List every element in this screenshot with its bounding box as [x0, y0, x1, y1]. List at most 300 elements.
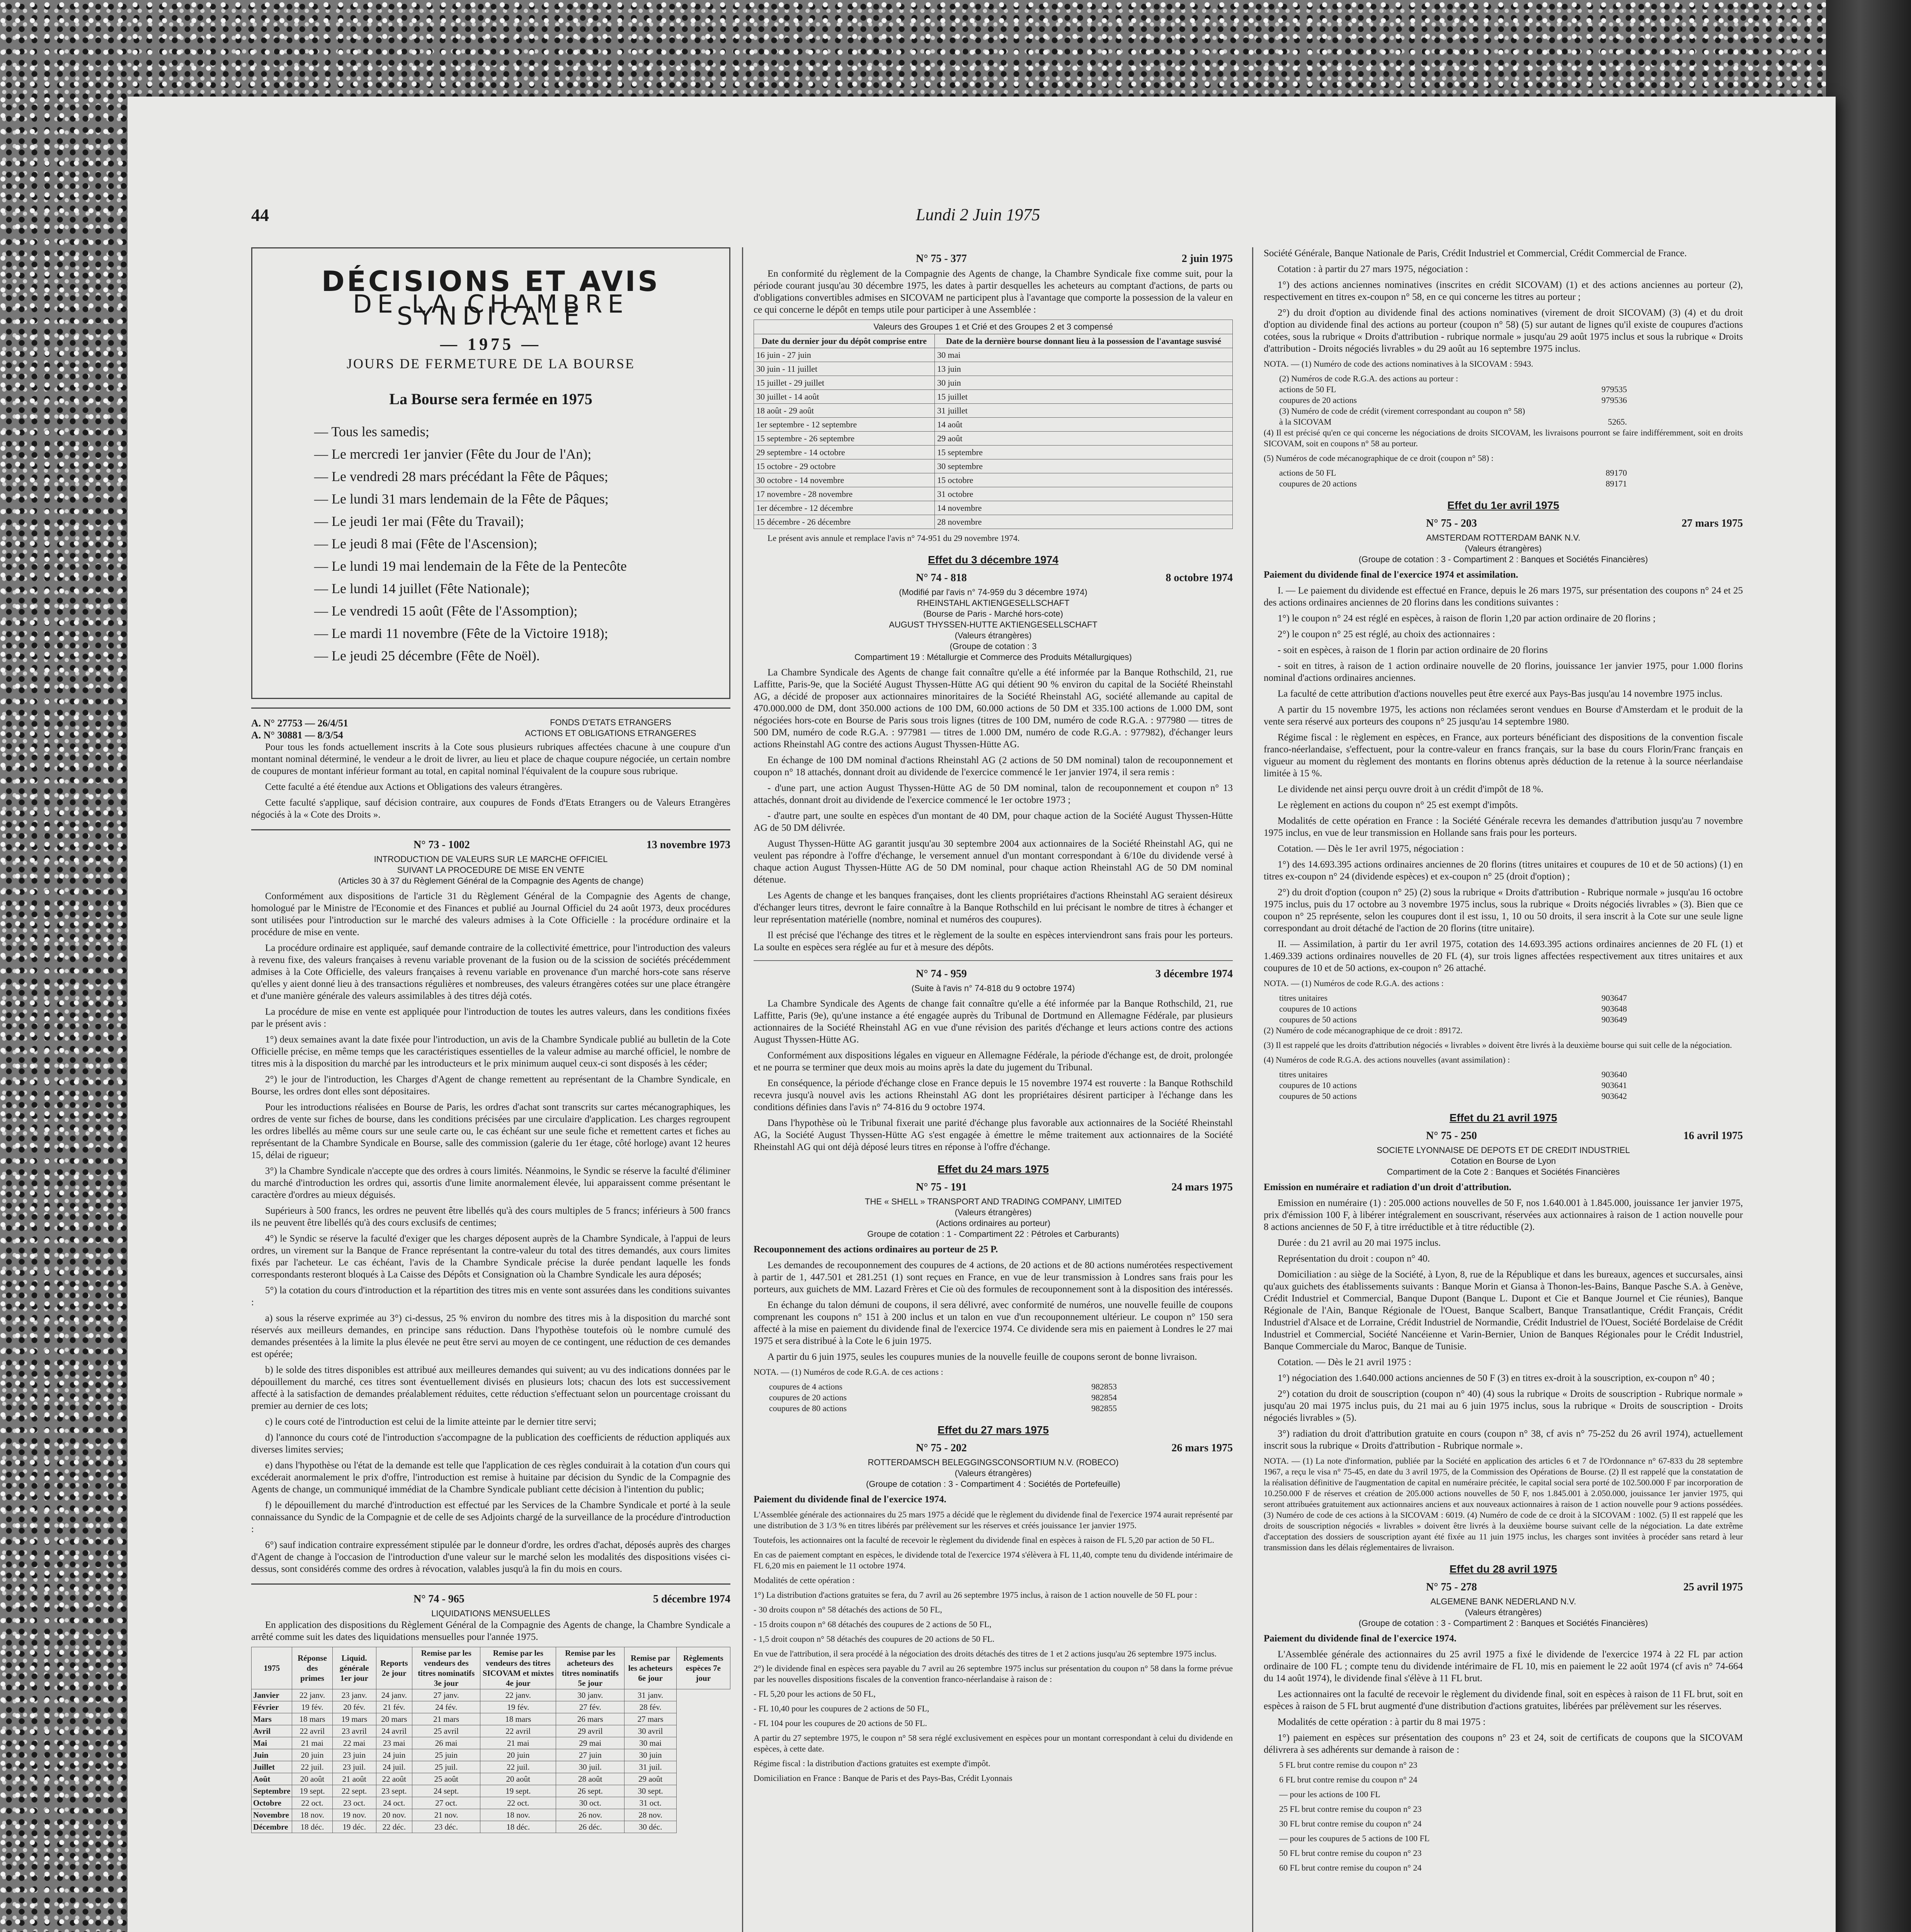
table-cell: Juillet — [252, 1761, 292, 1773]
table-cell: 26 mai — [412, 1737, 480, 1749]
table-cell: 22 sept. — [332, 1785, 376, 1797]
notice-subtitle: (Actions ordinaires au porteur) — [936, 1218, 1050, 1228]
table-header-row — [754, 334, 1233, 348]
table-cell: 18 août - 29 août — [754, 404, 935, 418]
paragraph: 5°) la cotation du cours d'introduction et la répartition des titres mis en vente sont assurées dans les conditions suivantes : — [251, 1285, 730, 1308]
paragraph: 25 FL brut contre remise du coupon n° 23 — [1279, 1804, 1422, 1814]
holiday-item: — Le mardi 11 novembre (Fête de la Victoire 1918); — [314, 622, 722, 645]
section-subtitle: DE LA CHAMBRE SYNDICALE — [353, 290, 629, 331]
table-cell: 27 fév. — [556, 1701, 625, 1713]
table-row — [754, 418, 1233, 432]
table-header: Remise par les acheteurs des titres nominatifs 5e jour — [556, 1647, 625, 1689]
code-label: coupures de 80 actions — [769, 1403, 847, 1413]
table-cell: 27 juin — [556, 1749, 625, 1761]
table-row — [252, 1713, 730, 1725]
effective-date-heading: Effet du 1er avril 1975 — [1447, 499, 1559, 511]
table-cell: 30 sept. — [625, 1785, 676, 1797]
page-number: 44 — [251, 205, 269, 225]
table-cell: 18 déc. — [480, 1821, 556, 1833]
paragraph: La faculté de cette attribution d'actions nouvelles peut être exercé aux Pays-Bas jusqu'au 14 novembre 1975 inclus. — [1278, 689, 1723, 699]
notice-subtitle: Compartiment de la Cote 2 : Banques et Sociétés Financières — [1387, 1167, 1620, 1177]
fonds-subtitle: ACTIONS ET OBLIGATIONS ETRANGERES — [525, 728, 696, 738]
table-row — [754, 515, 1233, 529]
nota: NOTA. — (1) La note d'information, publiée par la Société en application des articles 6 et 7 de l'Ordonnance n° 67-833 du 28 septembre 1967, a reçu le visa n° 75-45, en date du 3 avril 1975, de la Commission des Opérations de Bourse. (2) Il est rappelé que la constatation de la réalisation définitive de l'augmentation de capital en numéraire précitée, le capital social sera porté de 102.500.000 F par incorporation de 10.250.000 F de réserves et création de 205.000 actions nouvelles de 50 F, nos 1.845.001 à 2.050.000, jouissance 1er janvier 1975, qui seront attribuées gratuitement aux actionnaires anciens et aux nouveaux actionnaires à raison de 1 action nouvelle pour 9 actions possédées. (3) Numéro de code de ces actions à la SICOVAM : 6019. (4) Numéro de code de ce droit à la SICOVAM : 1002. (5) Il est rappelé que les droits de souscription négociés « livrables » doivent être livrés à la deuxième bourse suivant celle de la négociation. La date extrême d'acceptation des dossiers de souscription ayant été fixée au 11 juin 1975 inclus, les charges sont invitées à procéder sans retard à leur transmission dans les délais réglementaires de livraison. — [1264, 1456, 1743, 1552]
paragraph: A partir du 6 juin 1975, seules les coupures munies de la nouvelle feuille de coupons seront de bonne livraison. — [767, 1352, 1197, 1362]
notice-subtitle: (Suite à l'avis n° 74-818 du 9 octobre 1974) — [911, 983, 1075, 993]
table-cell: 20 mars — [376, 1713, 412, 1725]
code-value: 982854 — [1091, 1393, 1117, 1402]
notice-number: N° 74 - 959 — [916, 968, 967, 980]
holiday-item: — Le vendredi 28 mars précédant la Fête de Pâques; — [314, 465, 722, 488]
table-cell: 30 janv. — [556, 1689, 625, 1701]
code-row — [1279, 406, 1627, 417]
table-cell: 25 août — [412, 1773, 480, 1785]
nota: (3) Il est rappelé que les droits d'attribution négociés « livrables » doivent être livrés à la deuxième bourse qui suit celle de la négociation. — [1264, 1040, 1732, 1050]
code-label: à la SICOVAM — [1279, 417, 1332, 427]
decisions-box — [251, 247, 730, 699]
table-cell: 15 juillet — [934, 390, 1232, 404]
notice-header — [251, 1593, 730, 1605]
code-value: 903640 — [1601, 1070, 1627, 1079]
column-3 — [1264, 247, 1743, 1932]
code-row — [1279, 1014, 1627, 1025]
table-cell: 19 fév. — [292, 1701, 332, 1713]
paragraph: En cas de paiement comptant en espèces, le dividende total de l'exercice 1974 s'élèvera à FL 11,40, compte tenu du dividende intérimaire de FL 6,20 mis en paiement le 11 octobre 1974. — [754, 1550, 1233, 1570]
table-cell: Mai — [252, 1737, 292, 1749]
notice-subtitle: (Groupe de cotation : 3 - Compartiment 2 : Banques et Sociétés Financières) — [1358, 554, 1648, 564]
issue-date: Lundi 2 Juin 1975 — [916, 205, 1040, 224]
avis-refs — [251, 717, 348, 741]
paragraph: Cotation. — Dès le 1er avril 1975, négociation : — [1278, 844, 1464, 854]
code-label: coupures de 20 actions — [769, 1393, 847, 1402]
code-label: (3) Numéro de code de crédit (virement correspondant au coupon n° 58) — [1279, 406, 1525, 416]
code-row — [1279, 384, 1627, 395]
notice-subtitle: (Valeurs étrangères) — [955, 1468, 1032, 1478]
notice-subhead: Paiement du dividende final de l'exercice 1974. — [1264, 1633, 1457, 1644]
table-cell: 13 juin — [934, 362, 1232, 376]
paragraph: L'Assemblée générale des actionnaires du 25 mars 1975 a décidé que le règlement du dividende final de l'exercice 1974 aurait représenté par une distribution de 3 1/3 % en titres libérés par prélèvement sur les réserves et créés jouissance 1er janvier 1975. — [754, 1510, 1233, 1530]
paragraph: 2°) du droit d'option (coupon n° 25) (2) sous la rubrique « Droits d'attribution - Rubrique normale » jusqu'au 16 octobre 1975 inclus, puis du 17 octobre au 3 novembre 1975 inclus, sous la rubrique « Droits négociés livrables » (3). Bien que ce coupon n° 25 représente, selon les coupures dont il est issu, 1, 10 ou 50 droits, il sera inscrit à la Cote sur une seule ligne correspondant au droit détaché de l'action de 20 florins (titre unitaire). — [1264, 887, 1743, 934]
code-row — [769, 1403, 1117, 1414]
paragraph: d) l'annonce du cours coté de l'introduction s'accompagne de la publication des coefficients de réduction appliqués aux diverses limites servies; — [251, 1432, 730, 1455]
column-rule — [742, 247, 743, 1932]
code-value: 903642 — [1601, 1091, 1627, 1101]
paragraph: 3°) radiation du droit d'attribution gratuite en cours (coupon n° 38, cf avis n° 75-252 du 26 avril 1974), actuellement inscrit sous la rubrique « Droits d'attribution - Rubrique normale ». — [1264, 1429, 1743, 1451]
notice-subhead: Recouponnement des actions ordinaires au porteur de 25 P. — [754, 1244, 998, 1255]
notice-date: 13 novembre 1973 — [646, 839, 730, 851]
code-label: titres unitaires — [1279, 1070, 1328, 1079]
paragraph: Modalités de cette opération : — [754, 1575, 855, 1585]
paragraph: - 1,5 droit coupon n° 58 détachés des coupures de 20 actions de 50 FL. — [754, 1634, 995, 1644]
paragraph: Il est précisé que l'échange des titres et le règlement de la soulte en espèces interviendront sans frais pour les porteurs. La soulte en espèces sera réglée au fur et à mesure des dépôts. — [754, 930, 1233, 952]
table-row — [754, 404, 1233, 418]
table-cell: Septembre — [252, 1785, 292, 1797]
table-cell: 25 juin — [412, 1749, 480, 1761]
notice-subtitle: (Groupe de cotation : 3 — [950, 641, 1037, 651]
table-row — [754, 390, 1233, 404]
table-cell: 18 mars — [292, 1713, 332, 1725]
table-cell: 31 janv. — [625, 1689, 676, 1701]
code-label: (2) Numéros de code R.G.A. des actions au porteur : — [1279, 374, 1458, 383]
paragraph: En application des dispositions du Règlement Général de la Compagnie des Agents de change, la Chambre Syndicale a arrêté comme suit les dates des liquidations mensuelles pour l'année 1975. — [251, 1620, 730, 1642]
nota: (4) Numéros de code R.G.A. des actions nouvelles (avant assimilation) : — [1264, 1055, 1510, 1065]
code-row — [1279, 468, 1627, 478]
paragraph: Régime fiscal : le règlement en espèces, en France, aux porteurs bénéficiant des dispositions de la convention fiscale franco-néerlandaise, s'effectuent, pour la contre-valeur en francs français, sur la base du cours Florin/Franc français en vigueur au moment du règlement des montants en florins obtenus après déduction de la retenue à la source néerlandaise limitée à 15 %. — [1264, 732, 1743, 779]
table-header: Réponse des primes — [292, 1647, 332, 1689]
notice-subtitle: (Groupe de cotation : 3 - Compartiment 2 : Banques et Sociétés Financières) — [1358, 1618, 1648, 1628]
table-cell: 23 mai — [376, 1737, 412, 1749]
paragraph: 1°) des actions anciennes nominatives (inscrites en crédit SICOVAM) (1) et des actions anciennes au porteur (2), respectivement en titres ex-coupon n° 58, en ce qui concerne les titres au porteur ; — [1264, 280, 1743, 302]
paragraph: 60 FL brut contre remise du coupon n° 24 — [1279, 1863, 1422, 1872]
paragraph: L'Assemblée générale des actionnaires du 25 avril 1975 a fixé le dividende de l'exercice 1974 à 22 FL par action ordinaire de 100 FL ; compte tenu du dividende intérimaire de FL 10, mis en paiement le 22 août 1974 (cf avis n° 74-664 du 14 août 1974), le dividende final s'élève à 11 FL brut. — [1264, 1649, 1743, 1684]
liquidation-table — [251, 1647, 730, 1833]
table-header: Date du dernier jour du dépôt comprise entre — [754, 334, 935, 348]
closed-intro: La Bourse sera fermée en 1975 — [389, 390, 592, 408]
effective-date-heading: Effet du 27 mars 1975 — [938, 1424, 1049, 1436]
table-row — [252, 1761, 730, 1773]
notice-subhead: Emission en numéraire et radiation d'un droit d'attribution. — [1264, 1182, 1511, 1192]
paragraph: Le dividende net ainsi perçu ouvre droit à un crédit d'impôt de 18 %. — [1278, 784, 1543, 794]
company-name: AUGUST THYSSEN-HUTTE AKTIENGESELLSCHAFT — [889, 620, 1098, 629]
table-cell: 20 août — [480, 1773, 556, 1785]
code-label: coupures de 20 actions — [1279, 479, 1357, 488]
paragraph: 1°) le coupon n° 24 est réglé en espèces, à raison de florin 1,20 par action ordinaire de 20 florins ; — [1278, 613, 1656, 624]
company-name: AMSTERDAM ROTTERDAM BANK N.V. — [1426, 533, 1581, 543]
paragraph: 1°) paiement en espèces sur présentation des coupons n° 23 et 24, soit de certificats de coupons que la SICOVAM délivrera à ses adhérents sur demande à raison de : — [1264, 1733, 1743, 1755]
paragraph: Régime fiscal : la distribution d'actions gratuites est exempte d'impôt. — [754, 1759, 990, 1768]
holiday-list — [314, 420, 722, 667]
table-cell: 31 octobre — [934, 487, 1232, 501]
table-cell: 22 avril — [480, 1725, 556, 1737]
nota: NOTA. — (1) Numéros de code R.G.A. des actions : — [1264, 978, 1444, 988]
table-cell: 29 avril — [556, 1725, 625, 1737]
table-cell: 19 sept. — [480, 1785, 556, 1797]
notice-number: N° 75 - 191 — [916, 1181, 967, 1193]
table-cell: 23 juin — [332, 1749, 376, 1761]
notice-number: N° 75 - 203 — [1426, 517, 1477, 529]
paragraph: En échange du talon démuni de coupons, il sera délivré, avec conformité de numéros, une nouvelle feuille de coupons comprenant les coupons n° 151 à 200 inclus et un talon en vue d'un recouponnement ultérieur. Le coupon n° 150 sera affecté à la mise en paiement du dividende final de l'exercice 1974. Ce dividende sera mis en paiement à Londres le 27 mai 1975 et sera distribué à la Cote le 6 juin 1975. — [754, 1300, 1233, 1346]
notice-subtitle: (Modifié par l'avis n° 74-959 du 3 décembre 1974) — [899, 587, 1087, 597]
table-cell: 27 mars — [625, 1713, 676, 1725]
table-cell: 30 déc. — [625, 1821, 676, 1833]
paragraph: 4°) le Syndic se réserve la faculté d'exiger que les charges déposent auprès de la Chambre Syndicale, à l'appui de leurs ordres, un virement sur la Banque de France représentant la contre-valeur du total des titres demandés, aux cours limites fixés par l'acheteur. Le cas échéant, l'avis de la Chambre Syndicale précise la durée pendant laquelle les fonds correspondants resteront bloqués à La Caisse des Dépôts et Consignation où la Chambre Syndicale les aura déposés; — [251, 1233, 730, 1280]
paragraph: - FL 104 pour les coupures de 20 actions de 50 FL. — [754, 1718, 927, 1728]
table-cell: 18 déc. — [292, 1821, 332, 1833]
code-value: 5265. — [1608, 417, 1627, 427]
code-value: 903641 — [1601, 1080, 1627, 1090]
paragraph: La Chambre Syndicale des Agents de change fait connaître qu'elle a été informée par la Banque Rothschild, 21, rue Laffitte, Paris-9e, que la Société August Thyssen-Hütte AG qui détient 90 % environ du capital de la Société Rheinstahl AG, a décidé de proposer aux actionnaires minoritaires de la Société Rheinstahl AG, société allemande au capital de 470.000.000 de DM, dont 350.000 actions de 100 DM, 60.000 actions de 50 DM et 335.100 actions de 1.000 DM, sont négociées hors-cote en Bourse de Paris sous trois lignes (titres de 100 DM, numéro de code R.G.A. : 977980 — titres de 500 DM, numéro de code R.G.A. : 977981 — titres de 1.000 DM, numéro de code R.G.A. : 977982), d'échanger leurs actions Rheinstahl AG contre des actions August Thyssen-Hütte AG. — [754, 667, 1233, 750]
holiday-item: — Le jeudi 25 décembre (Fête de Noël). — [314, 645, 722, 667]
notice-title: LIQUIDATIONS MENSUELLES — [431, 1609, 550, 1618]
paragraph: 2°) le jour de l'introduction, les Charges d'Agent de change remettent au représentant de la Chambre Syndicale, en Bourse, les ordres dont elles sont dépositaires. — [251, 1074, 730, 1097]
table-row — [252, 1821, 730, 1833]
table-cell: 31 juillet — [934, 404, 1232, 418]
table-cell: 22 juil. — [292, 1761, 332, 1773]
holiday-item: — Le lundi 19 mai lendemain de la Fête de la Pentecôte — [314, 555, 722, 577]
table-cell: 21 mai — [292, 1737, 332, 1749]
paragraph: II. — Assimilation, à partir du 1er avril 1975, cotation des 14.693.395 actions ordinaires anciennes de 20 FL (1) et 1.469.339 actions ordinaires nouvelles de 20 FL (4), sur trois lignes affectées respectivement aux titres unitaires et aux coupures de 10 et de 50 actions, ex-coupon n° 26 attaché. — [1264, 939, 1743, 973]
code-label: coupures de 10 actions — [1279, 1080, 1357, 1090]
table-cell: Mars — [252, 1713, 292, 1725]
paragraph: Durée : du 21 avril au 20 mai 1975 inclus. — [1278, 1238, 1441, 1248]
paragraph: Supérieurs à 500 francs, les ordres ne peuvent être libellés qu'à des cours multiples de 5 francs; inférieurs à 500 francs ils ne peuvent être libellés qu'à des cours exclusifs de centimes; — [251, 1206, 730, 1228]
table-cell: Novembre — [252, 1809, 292, 1821]
table-cell: 22 août — [376, 1773, 412, 1785]
table-body — [754, 348, 1233, 529]
holiday-item: — Le lundi 31 mars lendemain de la Fête de Pâques; — [314, 488, 722, 510]
table-cell: 22 avril — [292, 1725, 332, 1737]
table-cell: 24 oct. — [376, 1797, 412, 1809]
paragraph: Cette faculté s'applique, sauf décision contraire, aux coupures de Fonds d'Etats Etrangers ou de Valeurs Etrangères négociés à la « Cote des Droits ». — [251, 798, 730, 820]
table-cell: Juin — [252, 1749, 292, 1761]
table-cell: 22 mai — [332, 1737, 376, 1749]
section-title: DÉCISIONS ET AVIS — [321, 265, 660, 298]
table-cell: 21 nov. — [412, 1809, 480, 1821]
table-cell: Octobre — [252, 1797, 292, 1809]
table-cell: 21 fév. — [376, 1701, 412, 1713]
table-cell: 14 août — [934, 418, 1232, 432]
table-cell: Août — [252, 1773, 292, 1785]
table-row — [754, 376, 1233, 390]
divider — [251, 829, 730, 830]
notice-subtitle: (Groupe de cotation : 3 - Compartiment 4 : Sociétés de Portefeuille) — [866, 1479, 1120, 1489]
table-cell: 16 juin - 27 juin — [754, 348, 935, 362]
table-cell: 18 nov. — [480, 1809, 556, 1821]
table-row — [252, 1725, 730, 1737]
table-cell: Janvier — [252, 1689, 292, 1701]
table-cell: 30 oct. — [556, 1797, 625, 1809]
notice-date: 26 mars 1975 — [1171, 1442, 1233, 1454]
table-cell: 21 mai — [480, 1737, 556, 1749]
notice-number: N° 75 - 202 — [916, 1442, 967, 1454]
notice-subtitle: (Valeurs étrangères) — [955, 1208, 1032, 1217]
paragraph: Pour tous les fonds actuellement inscrits à la Cote sous plusieurs rubriques affectées chacune à une coupure d'un montant nominal déterminé, le vendeur a le droit de livrer, au lieu et place de chaque coupure négociée, un certain nombre de coupures de montant inférieur formant au total, en capital nominal l'équivalent de la coupure sous rubrique. — [251, 742, 730, 776]
code-row — [769, 1381, 1117, 1392]
code-value: 89170 — [1606, 468, 1627, 478]
table-cell: 30 mai — [934, 348, 1232, 362]
paragraph: b) le solde des titres disponibles est attribué aux meilleures demandes qui suivent; au vu des indications données par le dépouillement du marché, ces titres sont éventuellement divisés en plusieurs lots; chacun des lots est successivement affecté à la satisfaction de demandes préalablement réduites, cette réduction s'effectuant selon un pourcentage croissant du premier au dernier de ces lots; — [251, 1365, 730, 1411]
effective-date-heading: Effet du 28 avril 1975 — [1449, 1563, 1557, 1575]
paragraph: Cotation. — Dès le 21 avril 1975 : — [1278, 1357, 1411, 1367]
holiday-item: — Le mercredi 1er janvier (Fête du Jour de l'An); — [314, 443, 722, 465]
fonds-title: FONDS D'ETATS ETRANGERS — [550, 718, 671, 727]
table-cell: 1er décembre - 12 décembre — [754, 501, 935, 515]
table-row — [252, 1785, 730, 1797]
notice-header — [1264, 517, 1743, 529]
table-row — [754, 473, 1233, 487]
notice-body — [754, 1259, 1233, 1363]
notice-subtitle: (Valeurs étrangères) — [1465, 544, 1542, 553]
paragraph: Cette faculté a été étendue aux Actions et Obligations des valeurs étrangères. — [265, 782, 563, 792]
code-row — [769, 1392, 1117, 1403]
effective-date-heading: Effet du 3 décembre 1974 — [928, 554, 1058, 566]
code-value: 982855 — [1091, 1403, 1117, 1413]
notice-body — [251, 890, 730, 1575]
holiday-item: — Le jeudi 8 mai (Fête de l'Ascension); — [314, 532, 722, 555]
notice-date: 16 avril 1975 — [1683, 1130, 1743, 1142]
table-cell: 30 septembre — [934, 459, 1232, 473]
code-list — [1279, 993, 1743, 1025]
paragraph: f) le dépouillement du marché d'introduction est effectué par les Services de la Chambre Syndicale et porté à la seule connaissance du Syndic de la Compagnie et de celle de ses Adjoints chargé de la surveillance de la procédure d'introduction : — [251, 1500, 730, 1534]
code-label: actions de 50 FL — [1279, 384, 1336, 394]
company-name: THE « SHELL » TRANSPORT AND TRADING COMPANY, LIMITED — [864, 1197, 1122, 1206]
table-cell: 28 nov. — [625, 1809, 676, 1821]
notice-subhead: Paiement du dividende final de l'exercice 1974. — [754, 1494, 946, 1505]
table-cell: 29 septembre - 14 octobre — [754, 446, 935, 459]
table-row — [252, 1689, 730, 1701]
table-body — [252, 1689, 730, 1833]
code-label: coupures de 50 actions — [1279, 1015, 1357, 1024]
notice-number: N° 74 - 965 — [414, 1593, 465, 1605]
code-label: actions de 50 FL — [1279, 468, 1336, 478]
paragraph: Représentation du droit : coupon n° 40. — [1278, 1253, 1430, 1264]
notice-date: 25 avril 1975 — [1683, 1581, 1743, 1593]
notice-date: 3 décembre 1974 — [1155, 968, 1233, 980]
table-cell: 17 novembre - 28 novembre — [754, 487, 935, 501]
notice-header — [754, 968, 1233, 980]
paragraph: A partir du 15 novembre 1975, les actions non réclamées seront vendues en Bourse d'Amsterdam et le produit de la vente sera réservé aux porteurs des coupons n° 25 jusqu'au 14 septembre 1980. — [1264, 704, 1743, 727]
table-row — [252, 1701, 730, 1713]
paragraph: 1°) négociation des 1.640.000 actions anciennes de 50 F (3) en titres ex-droit à la souscription, ex-coupon n° 40 ; — [1278, 1373, 1715, 1383]
table-cell: 30 octobre - 14 novembre — [754, 473, 935, 487]
paragraph: - soit en titres, à raison de 1 action ordinaire nouvelle de 20 florins, jouissance 1er janvier 1975, pour 1.000 florins nominal d'actions ordinaires anciennes. — [1264, 661, 1743, 683]
table-header: Remise par les vendeurs des titres nominatifs 3e jour — [412, 1647, 480, 1689]
table-cell: 31 oct. — [625, 1797, 676, 1809]
notice-subtitle: SUIVANT LA PROCEDURE DE MISE EN VENTE — [397, 865, 585, 875]
code-value: 89171 — [1606, 479, 1627, 488]
table-cell: 27 oct. — [412, 1797, 480, 1809]
paragraph: - soit en espèces, à raison de 1 florin par action ordinaire de 20 florins — [1278, 645, 1548, 655]
code-list — [769, 1381, 1233, 1414]
notice-header — [754, 1442, 1233, 1454]
paragraph: Société Générale, Banque Nationale de Paris, Crédit Industriel et Commercial, Crédit Commercial de France. — [1264, 248, 1687, 259]
table-header-row — [252, 1647, 730, 1689]
book-spine — [1826, 0, 1911, 1932]
table-row — [754, 362, 1233, 376]
table-cell: 30 juin — [934, 376, 1232, 390]
paragraph: - d'une part, une action August Thyssen-Hütte AG de 50 DM nominal, talon de recouponnement et coupon n° 13 attachés, donnant droit au dividende de l'exercice commencé le 1er octobre 1973 ; — [754, 783, 1233, 805]
notice-header — [251, 839, 730, 851]
nota: (5) Numéros de code mécanographique de ce droit (coupon n° 58) : — [1264, 453, 1494, 463]
holiday-item: — Le lundi 14 juillet (Fête Nationale); — [314, 577, 722, 600]
table-row — [252, 1773, 730, 1785]
paragraph: Conformément aux dispositions de l'article 31 du Règlement Général de la Compagnie des Agents de change, homologué par le Ministre de l'Economie et des Finances et publié au Journal Officiel du 24 août 1973, deux procédures sont utilisées pour l'introduction sur le marché des valeurs admises à la Cote Officielle : la procédure ordinaire et la procédure de mise en vente. — [251, 891, 730, 937]
table-cell: 19 déc. — [332, 1821, 376, 1833]
company-name: ROTTERDAMSCH BELEGGINGSCONSORTIUM N.V. (ROBECO) — [868, 1458, 1119, 1467]
paragraph: I. — Le paiement du dividende est effectué en France, depuis le 26 mars 1975, sur présentation des coupons n° 24 et 25 des actions ordinaires anciennes de 20 florins dans les conditions suivantes : — [1264, 585, 1743, 608]
table-cell: Février — [252, 1701, 292, 1713]
company-name: SOCIETE LYONNAISE DE DEPOTS ET DE CREDIT INDUSTRIEL — [1377, 1145, 1630, 1155]
code-row — [1279, 417, 1627, 427]
table-cell: 28 fév. — [625, 1701, 676, 1713]
paragraph: Les Agents de change et les banques françaises, dont les clients propriétaires d'actions Rheinstahl AG seraient désireux d'échanger leurs titres, devront le faire connaître à la Banque Rothschild en lui précisant le nombre de titres à échanger et leur représentation matérielle (nombre, nominal et numéros des coupures). — [754, 890, 1233, 925]
notice-number: N° 73 - 1002 — [414, 839, 470, 851]
schedule-caption: Valeurs des Groupes 1 et Crié et des Groupes 2 et 3 compensé — [754, 320, 1233, 334]
notice-number: N° 75 - 250 — [1426, 1130, 1477, 1142]
paragraph: Conformément aux dispositions légales en vigueur en Allemagne Fédérale, la période d'échange est, de droit, prolongée et ne pourra se terminer que deux mois au moins après la date du jugement du Tribunal. — [754, 1050, 1233, 1073]
table-row — [252, 1749, 730, 1761]
table-cell: 22 janv. — [480, 1689, 556, 1701]
paragraph: Domiciliation en France : Banque de Paris et des Pays-Bas, Crédit Lyonnais — [754, 1773, 1013, 1783]
avis-ref: A. N° 27753 — 26/4/51 — [251, 718, 348, 729]
paragraph: En échange de 100 DM nominal d'actions Rheinstahl AG (2 actions de 50 DM nominal) talon de recouponnement et coupon n° 18 attachés, donnant droit au dividende de l'exercice commencé le 1er janvier 1974, il sera remis : — [754, 755, 1233, 777]
notice-subtitle: Groupe de cotation : 1 - Compartiment 22 : Pétroles et Carburants) — [867, 1229, 1119, 1239]
table-row — [754, 348, 1233, 362]
nota: NOTA. — (1) Numéros de code R.G.A. de ces actions : — [754, 1367, 943, 1377]
paragraph: Les actionnaires ont la faculté de recevoir le règlement du dividende final, soit en espèces à raison de 11 FL brut, soit en espèces à raison de 5 FL brut augmenté d'une distribution d'actions gratuites, libérées par prélèvement sur les réserves. — [1264, 1689, 1743, 1711]
paragraph: Le règlement en actions du coupon n° 25 est exempt d'impôts. — [1278, 800, 1518, 810]
effective-date-heading: Effet du 21 avril 1975 — [1449, 1112, 1557, 1124]
paragraph: 2°) le coupon n° 25 est réglé, au choix des actionnaires : — [1278, 629, 1495, 639]
paragraph: Le présent avis annule et remplace l'avis n° 74-951 du 29 novembre 1974. — [767, 533, 1020, 543]
table-header: Liquid. générale 1er jour — [332, 1647, 376, 1689]
paragraph: Emission en numéraire (1) : 205.000 actions nouvelles de 50 F, nos 1.640.001 à 1.845.000, jouissance 1er janvier 1975, prix d'émission 100 F, à libérer intégralement en souscrivant, réservées aux actionnaires à raison de 1 action nouvelle pour 8 actions anciennes de 50 F, à titre irréductible et à titre réductible (2). — [1264, 1198, 1743, 1232]
gazette-page — [128, 97, 1836, 1932]
table-row — [252, 1809, 730, 1821]
paragraph: Cotation : à partir du 27 mars 1975, négociation : — [1278, 264, 1468, 274]
paragraph: 6°) sauf indication contraire expressément stipulée par le donneur d'ordre, les ordres d'achat, déposés auprès des charges d'Agent de change à l'occasion de l'introduction d'une valeur sur le marché selon les modalités des dispositions visées ci-dessus, sont considérés comme des ordres à révocation, valables jusqu'à la fin du mois en cours. — [251, 1540, 730, 1574]
table-cell: 26 nov. — [556, 1809, 625, 1821]
notice-number: N° 74 - 818 — [916, 572, 967, 584]
table-cell: 19 mars — [332, 1713, 376, 1725]
code-label: coupures de 10 actions — [1279, 1004, 1357, 1014]
table-cell: 1er septembre - 12 septembre — [754, 418, 935, 432]
notice-subtitle: (Bourse de Paris - Marché hors-cote) — [923, 609, 1063, 619]
notice-header — [1264, 1130, 1743, 1142]
table-cell: 19 nov. — [332, 1809, 376, 1821]
paragraph: 50 FL brut contre remise du coupon n° 23 — [1279, 1848, 1422, 1858]
notice-body — [1264, 1648, 1743, 1756]
nota: NOTA. — (1) Numéro de code des actions nominatives à la SICOVAM : 5943. — [1264, 359, 1533, 369]
paragraph: Pour les introductions réalisées en Bourse de Paris, les ordres d'achat sont transcrits sur cartes mécanographiques, les ordres de vente sur fiches de bourse, dans les conditions précisées par une circulaire d'application. Les charges regroupent les ordres libellés au même cours sur une seule carte ou, le cas échéant sur une seule fiche et remettent cartes et fiches au représentant de la Chambre Syndicale en Bourse, salle des commission (galerie du 1er étage, côté horloge) avant 12 heures 15, délai de rigueur; — [251, 1102, 730, 1160]
table-cell: 23 avril — [332, 1725, 376, 1737]
table-cell: 20 août — [292, 1773, 332, 1785]
notice-subhead: Paiement du dividende final de l'exercice 1974 et assimilation. — [1264, 570, 1518, 580]
paragraph: En conséquence, la période d'échange close en France depuis le 15 novembre 1974 est rouverte : la Banque Rothschild recevra jusqu'à nouvel avis les actions Rheinstahl AG dont les propriétaires désirent participer à l'échange dans les conditions définies dans l'avis n° 74-816 du 9 octobre 1974. — [754, 1078, 1233, 1112]
notice-subtitle: (Valeurs étrangères) — [955, 631, 1032, 640]
table-cell: 15 juillet - 29 juillet — [754, 376, 935, 390]
table-cell: 23 sept. — [376, 1785, 412, 1797]
company-name: RHEINSTAHL AKTIENGESELLSCHAFT — [917, 598, 1070, 608]
fonds-title-block — [491, 717, 730, 741]
table-cell: 15 octobre — [934, 473, 1232, 487]
table-row — [754, 432, 1233, 446]
nota: (2) Numéro de code mécanographique de ce droit : 89172. — [1264, 1026, 1463, 1035]
paragraph: A partir du 27 septembre 1975, le coupon n° 58 sera réglé exclusivement en espèces pour un montant correspondant à celui du dividende en espèces, à cette date. — [754, 1733, 1233, 1753]
divider — [251, 1583, 730, 1585]
paragraph: La procédure ordinaire est appliquée, sauf demande contraire de la collectivité émettrice, pour l'introduction des valeurs à revenu fixe, des valeurs françaises à revenu variable provenant de la fusion ou de la scission de sociétés précédemment admises à la Cote Officielle, des valeurs françaises à revenu variable en provenance d'un marché hors-cote sans réserve qu'elles y aient donné lieu à des transactions régulières et nombreuses, des valeurs étrangères cotées sur une place étrangère et d'une manière générale des valeurs assimilables à des titres déjà cotés. — [251, 943, 730, 1001]
column-2 — [754, 247, 1233, 1932]
table-cell: 25 avril — [412, 1725, 480, 1737]
code-value: 903649 — [1601, 1015, 1627, 1024]
paragraph: - d'autre part, une soulte en espèces d'un montant de 40 DM, pour chaque action de la Société August Thyssen-Hütte AG de 50 DM délivrée. — [754, 811, 1233, 833]
table-cell: 21 août — [332, 1773, 376, 1785]
notice-header — [1264, 1581, 1743, 1593]
table-cell: 30 juin - 11 juillet — [754, 362, 935, 376]
code-row — [1279, 1080, 1627, 1091]
code-label: coupures de 50 actions — [1279, 1091, 1357, 1101]
notice-number: N° 75 - 377 — [916, 253, 967, 265]
column-1 — [251, 247, 730, 1932]
table-cell: 24 avril — [376, 1725, 412, 1737]
divider — [251, 707, 730, 709]
table-cell: 26 mars — [556, 1713, 625, 1725]
notice-subtitle: Compartiment 19 : Métallurgie et Commerce des Produits Métallurgiques) — [854, 652, 1132, 662]
table-cell: 30 juillet - 14 août — [754, 390, 935, 404]
paragraph: La Chambre Syndicale des Agents de change fait connaître qu'elle a été informée par la Banque Rothschild, 21, rue Laffitte, Paris (9e), qu'une instance a été engagée auprès du Tribunal de Dortmund en Allemagne Fédérale, par plusieurs actionnaires de la Société Rheinstahl AG en vue d'une révision des parités d'échange et leurs actions contre des actions August Thyssen-Hütte AG. — [754, 998, 1233, 1045]
code-row — [1279, 478, 1627, 489]
code-list — [1279, 468, 1743, 489]
